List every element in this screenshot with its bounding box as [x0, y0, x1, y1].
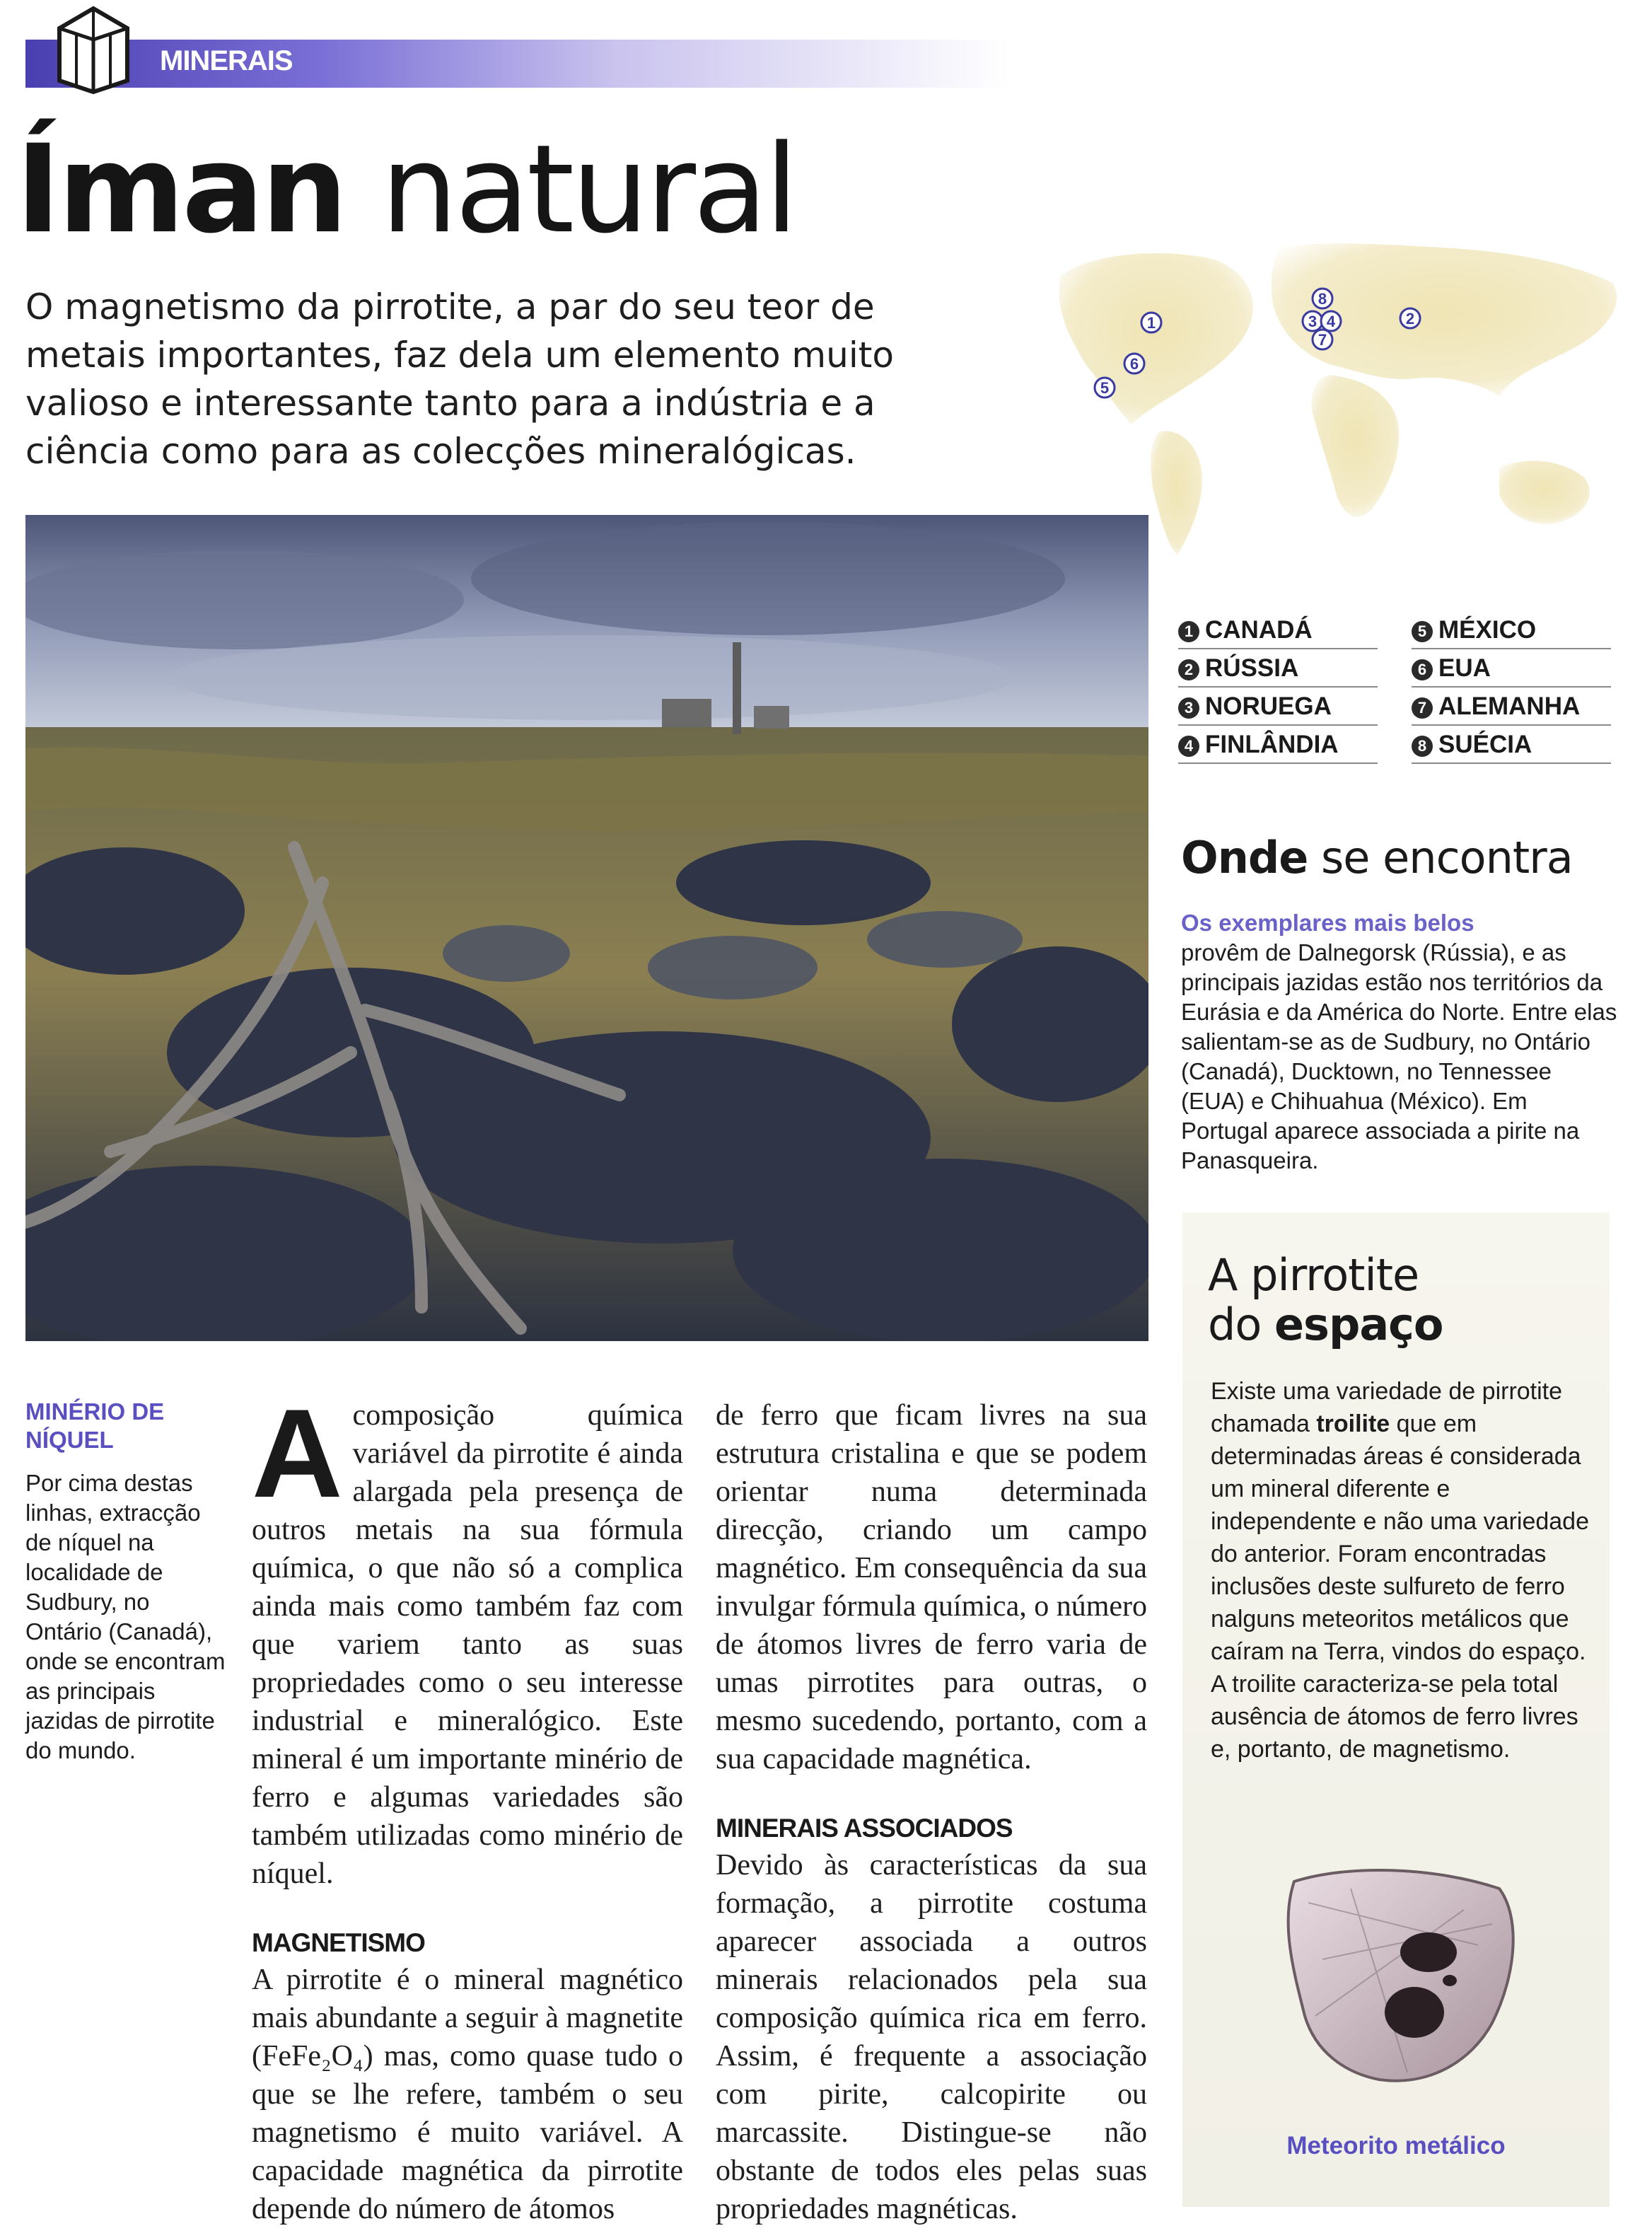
country-name: FINLÂNDIA — [1205, 731, 1339, 758]
subheading: MAGNETISMO — [252, 1928, 425, 1957]
map-marker-7: 7 — [1317, 331, 1327, 349]
paragraph: de ferro que ficam livres na sua estrutura cristalina e que se podem orientar numa determinada direcção, criando um campo magnético. Em consequência da sua invulgar fórmula química, o número de átomos livres de ferro varia de umas pirrotites para outras, o mesmo sucedendo, portanto, com a sua capacidade magnética. — [716, 1399, 1148, 1775]
country-name: EUA — [1438, 654, 1491, 682]
where-lead: Os exemplares mais belos — [1181, 910, 1474, 936]
country-5 — [1412, 611, 1611, 649]
paragraph: A pirrotite é o mineral magnético mais abundante a seguir à magnetite (FeFe₂O₄) mas, como quase tudo o que se lhe refere, também o seu magnetismo é muito variável. A capacidade magnética da pirrotite depende do número de átomos — [252, 1964, 683, 2225]
page-title — [16, 118, 796, 260]
section-label: MINERAIS — [160, 45, 293, 76]
country-name: SUÉCIA — [1438, 731, 1532, 758]
country-8 — [1412, 726, 1611, 764]
paragraph: Devido às características da sua formação, a pirrotite costuma aparecer associada a outros minerais relacionados pela sua composição química rica em ferro. Assim, é frequente a associação com pirite, calcopirite ou marcassite. Distingue-se não obstante de todos eles pelas suas propriedades magnéticas. — [716, 1849, 1147, 2225]
map-marker-1: 1 — [1146, 314, 1156, 332]
sidebar-heading — [1208, 1251, 1443, 1350]
country-name: RÚSSIA — [1205, 654, 1299, 682]
meteorite-image — [1266, 1860, 1528, 2094]
sidebar-heading-line1: A pirrotite — [1208, 1249, 1419, 1301]
country-number: 1 — [1178, 621, 1199, 642]
sidebar-text — [1211, 1375, 1600, 1766]
where-heading — [1181, 832, 1573, 883]
map-marker-4: 4 — [1326, 313, 1336, 330]
title-bold: Íman — [16, 118, 345, 260]
country-number: 6 — [1412, 659, 1433, 680]
article-column-2 — [716, 1396, 1147, 2228]
sidebar-heading-light: do — [1208, 1299, 1274, 1350]
country-number: 5 — [1412, 621, 1433, 642]
intro-text: O magnetismo da pirrotite, a par do seu teor de metais importantes, faz dela um elemento muito valioso e interessante tanto para a indústria e a ciência como para as colecções mineralógicas. — [25, 286, 894, 472]
sidebar-text-end: que em determinadas áreas é considerada um mineral diferente e independente e não uma variedade do anterior. Foram encontradas inclusões deste sulfureto de ferro nalguns meteoritos metálicos que caíram na Terra, vindos do espaço. A troilite caracteriza-se pela total ausência de átomos de ferro livres e, portanto, de magnetismo. — [1211, 1410, 1589, 1763]
title-light: natural — [344, 118, 796, 260]
meteorite-caption: Meteorito metálico — [1286, 2132, 1506, 2159]
article-column-1 — [252, 1383, 683, 2228]
country-7 — [1412, 688, 1611, 726]
country-1 — [1178, 611, 1378, 649]
country-name: CANADÁ — [1205, 616, 1313, 644]
paragraph: composição química variável da pirrotite é ainda alargada pela presença de outros metais na sua fórmula química, o que não só a complica ainda mais como também faz com que variem tanto as suas propriedades como o seu interesse industrial e mineralógico. Este mineral é um importante minério de ferro e algumas variedades são também utilizadas como minério de níquel. — [252, 1399, 683, 1890]
where-heading-bold: Onde — [1181, 832, 1308, 883]
map-marker-6: 6 — [1129, 355, 1139, 373]
country-name: NORUEGA — [1205, 692, 1332, 720]
caption-text: Por cima destas linhas, extracção de níquel na localidade de Sudbury, no Ontário (Canadá), onde se encontram as principais jazidas de pirrotite do mundo. — [25, 1470, 226, 1763]
drop-cap: A — [252, 1383, 343, 1524]
country-number: 3 — [1178, 697, 1199, 719]
sidebar-text-bold: troilite — [1316, 1410, 1390, 1437]
sidebar-text-start: Existe uma variedade de pirrotite chamada — [1211, 1378, 1563, 1437]
where-text — [1181, 908, 1619, 1176]
landscape-photo — [25, 515, 1148, 1341]
where-heading-light: se encontra — [1308, 832, 1573, 883]
country-number: 2 — [1178, 659, 1199, 680]
country-name: ALEMANHA — [1438, 692, 1581, 720]
country-6 — [1412, 649, 1611, 688]
map-marker-2: 2 — [1405, 310, 1415, 327]
where-body: provêm de Dalnegorsk (Rússia), e as principais jazidas estão nos territórios da Eurásia e da América do Norte. Entre elas salientam-se as de Sudbury, no Ontário (Canadá), Ducktown, no Tennessee (EUA) e Chihuahua (México). Em Portugal aparece associada a pirite na Panasqueira. — [1181, 939, 1617, 1173]
country-3 — [1178, 688, 1378, 726]
country-number: 4 — [1178, 736, 1199, 757]
map-marker-8: 8 — [1317, 290, 1327, 308]
country-number: 8 — [1412, 736, 1433, 757]
caption-title: MINÉRIO DE NÍQUEL — [25, 1398, 165, 1453]
country-number: 7 — [1412, 697, 1433, 719]
map-marker-5: 5 — [1100, 379, 1110, 397]
map-marker-3: 3 — [1308, 313, 1317, 330]
sidebar-heading-bold: espaço — [1274, 1299, 1443, 1350]
country-2 — [1178, 649, 1378, 688]
country-4 — [1178, 726, 1378, 764]
crystal-icon — [48, 4, 139, 95]
subheading: MINERAIS ASSOCIADOS — [716, 1814, 1013, 1843]
country-name: MÉXICO — [1438, 616, 1537, 644]
